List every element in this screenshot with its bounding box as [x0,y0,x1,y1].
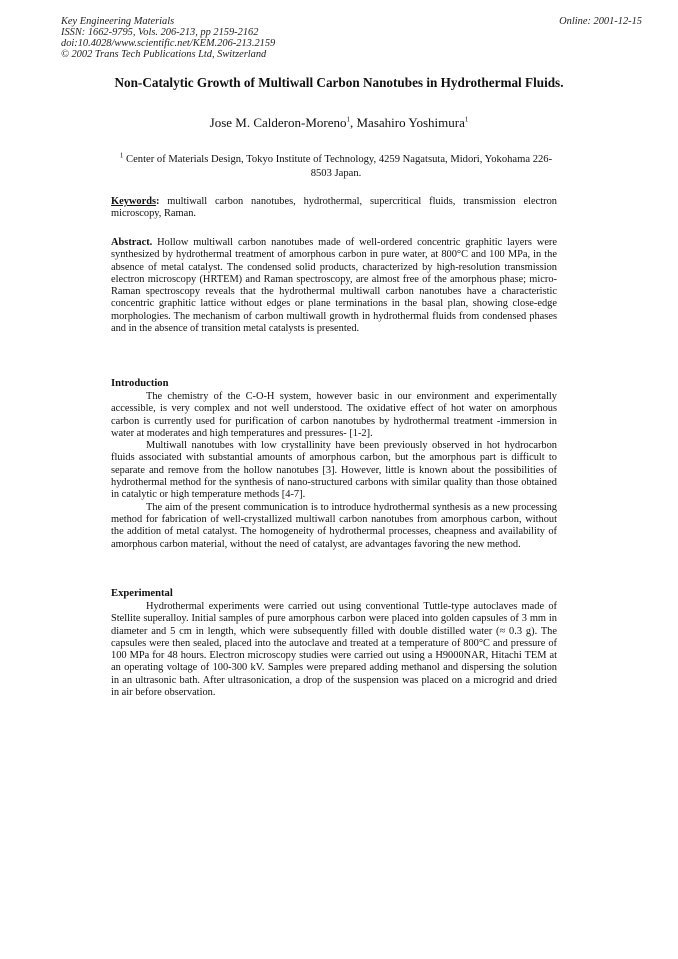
abstract [111,237,557,335]
affiliation [112,153,560,181]
author-affiliation-mark: 1 [346,115,350,124]
online-date: Online: 2001-12-15 [559,16,642,27]
copyright-line: © 2002 Trans Tech Publications Ltd, Switzerland [61,49,267,60]
section-heading-introduction: Introduction [111,378,169,389]
paper-title: Non-Catalytic Growth of Multiwall Carbon Nanotubes in Hydrothermal Fluids. [114,75,564,90]
author-name: Jose M. Calderon-Moreno [209,115,347,130]
doi-line[interactable]: doi:10.4028/www.scientific.net/KEM.206-213.2159 [61,38,276,49]
paragraph: Hydrothermal experiments were carried out using conventional Tuttle-type autoclaves made of Stellite superalloy. Initial samples of pure amorphous carbon were placed into golden capsules of 3 mm in diameter and 5 cm in length, which were subsequently filled with double distilled water (≈ 0.3 g). The capsules were then sealed, placed into the autoclave and treated at a temperature of 800°C and pressure of 100 MPa for 48 hours. Electron microscopy studies were carried out using a H9000NAR, Hitachi TEM at an operating voltage of 100-300 kV. Samples were prepared adding methanol and dispersing the solution in an ultrasonic bath. After ultrasonication, a drop of the suspension was placed on a microgrid and dried in air before observation. [111,601,557,699]
paragraph: The chemistry of the C-O-H system, however basic in our environment and experimentally accessible, is very complex and not well understood. The oxidative effect of hot water on amorphous carbon is currently used for purification of carbon nanotubes by hydrothermal treatment -immersion in water at moderates and high temperatures and pressures- [1-2]. [111,391,557,439]
abstract-text: Hollow multiwall carbon nanotubes made of well-ordered concentric graphitic layers were synthesized by hydrothermal treatment of amorphous carbon in pure water, at 800°C and 100 MPa, in the absence of metal catalyst. The condensed solid products, characterized by high-resolution transmission electron microscopy (HRTEM) and Raman spectroscopy, are almost free of the amorphous phase; micro-Raman spectroscopy reveals that the hydrothermal multiwall carbon nanotubes have a characteristic concentric graphitic lattice without edges or plane terminations in the basal plan, showing close-edge morphologies. The mechanism of carbon multiwall growth in hydrothermal fluids from condensed phases and in the absence of transition metal catalysts is presented. [111,237,557,335]
affiliation-text: Center of Materials Design, Tokyo Institute of Technology, 4259 Nagatsuta, Midori, Yokohama 226-8503 Japan. [123,154,553,179]
journal-header [61,16,275,60]
author-affiliation-mark: 1 [464,115,469,124]
keywords-label: Keywords [111,196,157,207]
issn-line: ISSN: 1662-9795, Vols. 206-213, pp 2159-2162 [61,27,259,38]
author-name: Masahiro Yoshimura [356,115,465,130]
introduction-section [111,391,557,551]
affiliation-mark: 1 [119,151,124,160]
experimental-section [111,601,557,699]
keywords-text: multiwall carbon nanotubes, hydrothermal, supercritical fluids, transmission electron microscopy, Raman. [111,196,557,220]
keywords-colon: : [156,196,160,207]
journal-name: Key Engineering Materials [61,16,175,27]
paragraph: Multiwall nanotubes with low crystallinity have been previously observed in hot hydrocarbon fluids associated with substantial amounts of amorphous carbon, but the amorphous part is difficult to separate and remove from the hollow nanotubes [3]. However, little is known about the possibilities of hydrothermal method for the synthesis of nano-structured carbons with similar quality than those obtained in catalytic or high temperature methods [4-7]. [111,440,557,501]
section-heading-experimental: Experimental [111,588,173,599]
paragraph: The aim of the present communication is to introduce hydrothermal synthesis as a new processing method for fabrication of well-crystallized multiwall carbon nanotubes from amorphous carbon, without the addition of metal catalyst. The homogeneity of hydrothermal processes, cheapness and availability of amorphous carbon material, without the need of catalyst, are advantages favoring the new method. [111,501,557,550]
author-separator: , [350,115,357,130]
abstract-label: Abstract. [111,237,153,248]
keywords [111,196,557,221]
author-list [0,115,678,131]
